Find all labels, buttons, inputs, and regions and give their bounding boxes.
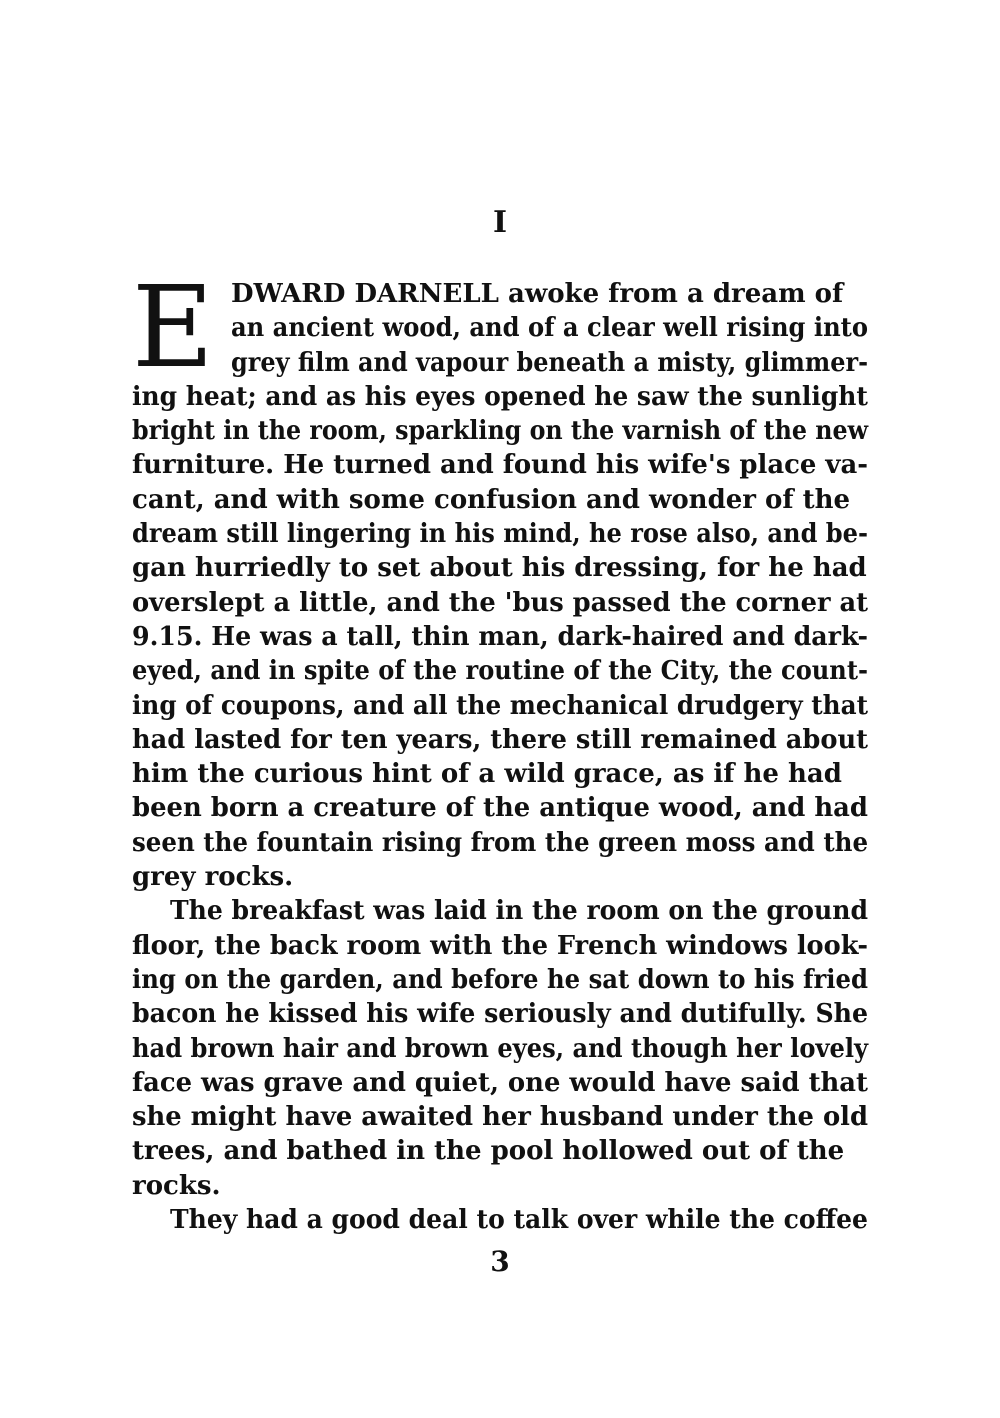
text-line: him the curious hint of a wild grace, as if he had xyxy=(132,759,842,790)
text-line: had brown hair and brown eyes, and though her lovely xyxy=(132,1033,869,1064)
text-line: seen the fountain rising from the green moss and the xyxy=(132,827,869,858)
paragraph-1 xyxy=(132,263,869,894)
text-line: rocks. xyxy=(132,1170,221,1201)
text-line: 9.15. He was a tall, thin man, dark-haired and dark- xyxy=(132,621,868,652)
text-line: ing heat; and as his eyes opened he saw the sunlight xyxy=(132,381,868,412)
text-line: They had a good deal to talk over while the coffee xyxy=(169,1205,868,1236)
paragraph-2 xyxy=(132,894,868,1203)
text-line: had lasted for ten years, there still remained about xyxy=(132,724,868,755)
text-line: dream still lingering in his mind, he rose also, and be- xyxy=(132,519,868,550)
text-line: furniture. He turned and found his wife's place va- xyxy=(132,450,868,481)
text-line: been born a creature of the antique wood, and had xyxy=(132,793,869,824)
text-line: grey rocks. xyxy=(132,862,294,893)
text-line: DWARD DARNELL awoke from a dream of xyxy=(231,279,844,309)
text-line: The breakfast was laid in the room on the ground xyxy=(169,896,868,927)
text-line: eyed, and in spite of the routine of the City, the count- xyxy=(132,656,868,687)
text-line: face was grave and quiet, one would have said that xyxy=(132,1067,868,1098)
paragraph-3 xyxy=(132,1203,868,1237)
text-line: cant, and with some confusion and wonder of the xyxy=(132,484,851,515)
text-line: trees, and bathed in the pool hollowed out of the xyxy=(132,1136,845,1167)
text-line: an ancient wood, and of a clear well rising into xyxy=(230,313,869,344)
text-line: bacon he kissed his wife seriously and dutifully. She xyxy=(132,999,869,1030)
text-line: floor, the back room with the French windows look- xyxy=(132,930,869,961)
text-line: ing of coupons, and all the mechanical drudgery that xyxy=(132,690,869,721)
text-line: overslept a little, and the 'bus passed the corner at xyxy=(132,587,869,618)
text-line: bright in the room, sparkling on the varnish of the new xyxy=(132,416,869,447)
page-number: 3 xyxy=(490,1245,510,1278)
text-line: she might have awaited her husband under the old xyxy=(132,1102,868,1133)
chapter-number: I xyxy=(492,205,508,240)
text-line: grey film and vapour beneath a misty, glimmer- xyxy=(230,347,869,378)
text-line: ing on the garden, and before he sat down to his fried xyxy=(132,964,868,995)
drop-cap-initial: E xyxy=(132,263,214,393)
body-text xyxy=(132,263,869,1237)
text-line: gan hurriedly to set about his dressing, for he had xyxy=(132,553,867,584)
